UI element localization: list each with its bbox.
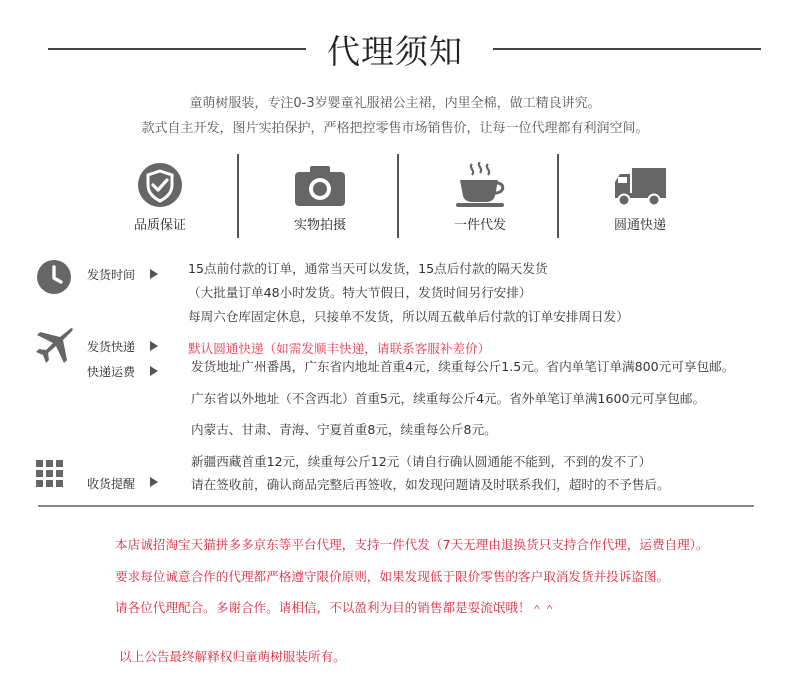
shipping-time-line: （大批量订单48小时发货。特大节假日，发货时间另行安排） bbox=[188, 285, 532, 300]
courier-line: 发货地址广州番禺，广东省内地址首重4元，续重每公斤1.5元。省内单笔订单满800元可享包邮。 bbox=[191, 359, 735, 374]
coffee-cup-icon bbox=[452, 162, 508, 208]
airplane-icon bbox=[34, 326, 74, 366]
feature-dropship bbox=[400, 150, 560, 240]
courier-line: 广东省以外地址（不含西北）首重5元，续重每公斤4元。省外单笔订单满1600元可享包邮。 bbox=[191, 391, 706, 406]
notice-line: 以上公告最终解释权归童萌树服装所有。 bbox=[119, 649, 346, 664]
grid-icon bbox=[36, 460, 64, 488]
receipt-label: 收货提醒 bbox=[87, 477, 136, 491]
feature-divider bbox=[397, 154, 399, 238]
notice-line: 要求每位诚意合作的代理都严格遵守限价原则，如果发现低于限价零售的客户取消发货并投诉盗图。 bbox=[115, 569, 670, 584]
intro-line-1: 童萌树服装，专注0-3岁婴童礼服裙公主裙，内里全棉，做工精良讲究。 bbox=[189, 96, 601, 111]
title-rule-right bbox=[493, 48, 761, 50]
section-divider bbox=[38, 505, 754, 507]
courier-line: 内蒙古、甘肃、青海、宁夏首重8元，续重每公斤8元。 bbox=[191, 422, 497, 437]
notice-line: 本店诚招淘宝天猫拼多多京东等平台代理，支持一件代发（7天无理由退换货只支持合作代理，运费自理）。 bbox=[115, 537, 709, 552]
feature-label: 圆通快递 bbox=[613, 218, 666, 233]
courier-line: 新疆西藏首重12元，续重每公斤12元（请自行确认圆通能不能到，不到的发不了） bbox=[191, 454, 652, 469]
intro-line-2: 款式自主开发，图片实拍保护，严格把控零售市场销售价，让每一位代理都有利润空间。 bbox=[141, 121, 649, 136]
feature-divider bbox=[557, 154, 559, 238]
clock-icon bbox=[36, 259, 72, 295]
feature-label: 实物拍摄 bbox=[293, 218, 346, 233]
shipping-time-label: 发货时间 bbox=[87, 268, 136, 282]
feature-courier bbox=[560, 150, 720, 240]
shield-check-icon bbox=[132, 162, 188, 208]
receipt-line: 请在签收前，确认商品完整后再签收，如发现问题请及时联系我们，超时的不予售后。 bbox=[191, 477, 670, 492]
header bbox=[0, 22, 790, 72]
camera-icon bbox=[292, 162, 348, 208]
page-title: 代理须知 bbox=[327, 32, 463, 71]
arrow-right-icon bbox=[150, 341, 158, 351]
courier-label: 发货快递 bbox=[87, 340, 136, 354]
feature-quality bbox=[80, 150, 240, 240]
notice-line: 请各位代理配合。多谢合作。请相信，不以盈利为目的销售都是耍流氓哦！＾＾ bbox=[115, 600, 556, 615]
feature-strip bbox=[80, 150, 720, 240]
freight-label: 快递运费 bbox=[87, 365, 136, 379]
arrow-right-icon bbox=[150, 366, 158, 376]
shipping-time-line: 每周六仓库固定休息，只接单不发货，所以周五截单后付款的订单安排周日发） bbox=[188, 309, 629, 324]
courier-default-note: 默认圆通快递（如需发顺丰快递，请联系客服补差价） bbox=[188, 341, 491, 356]
feature-label: 品质保证 bbox=[133, 218, 186, 233]
feature-label: 一件代发 bbox=[453, 218, 506, 233]
delivery-truck-icon bbox=[612, 162, 668, 208]
arrow-right-icon bbox=[150, 269, 158, 279]
feature-divider bbox=[237, 154, 239, 238]
shipping-time-line: 15点前付款的订单，通常当天可以发货，15点后付款的隔天发货 bbox=[188, 261, 548, 276]
feature-photo bbox=[240, 150, 400, 240]
arrow-right-icon bbox=[150, 477, 158, 487]
